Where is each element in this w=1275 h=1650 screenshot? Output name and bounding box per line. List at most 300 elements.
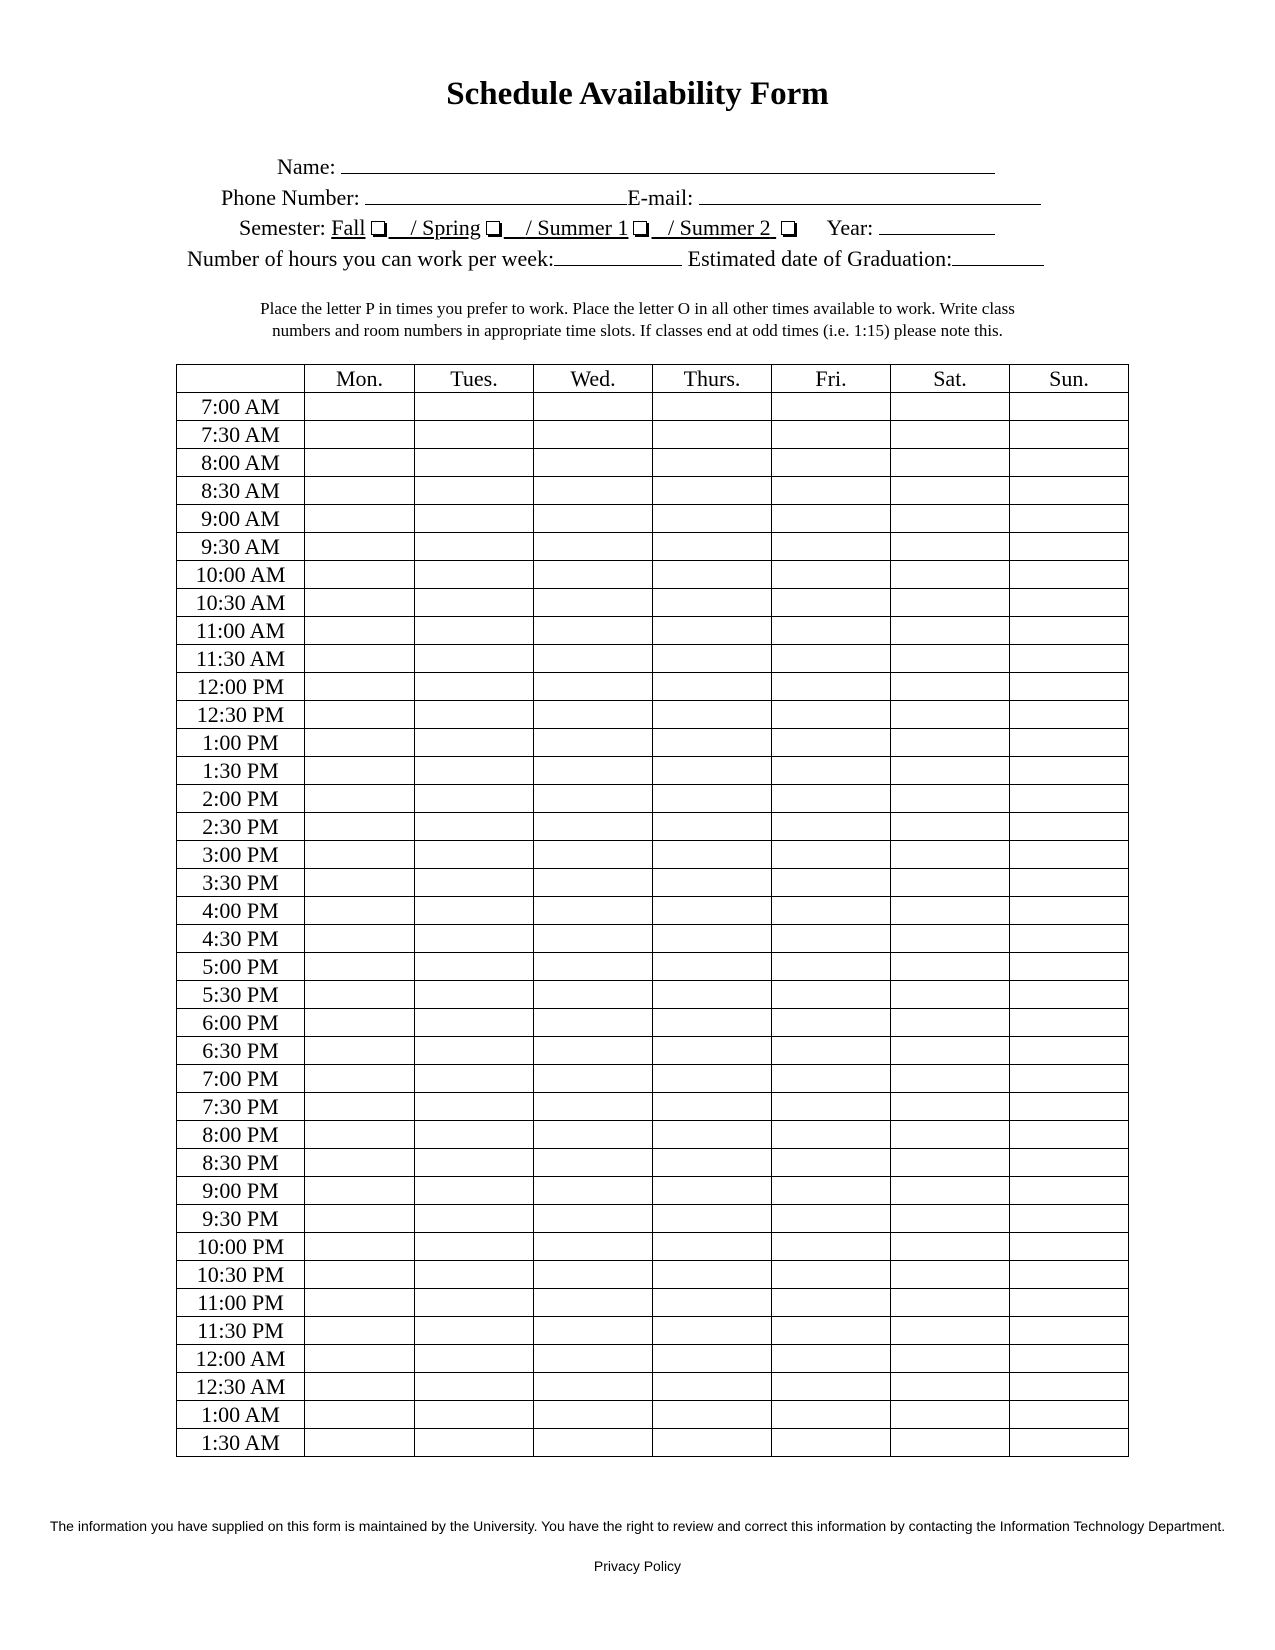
availability-cell-sat[interactable]	[891, 421, 1010, 449]
availability-cell-sun[interactable]	[1010, 953, 1129, 981]
availability-cell-sat[interactable]	[891, 1233, 1010, 1261]
availability-cell-thurs[interactable]	[653, 1093, 772, 1121]
availability-cell-wed[interactable]	[534, 813, 653, 841]
availability-cell-thurs[interactable]	[653, 841, 772, 869]
availability-cell-fri[interactable]	[772, 1429, 891, 1457]
availability-cell-sun[interactable]	[1010, 1261, 1129, 1289]
availability-cell-tues[interactable]	[415, 1401, 534, 1429]
availability-cell-tues[interactable]	[415, 981, 534, 1009]
availability-cell-wed[interactable]	[534, 925, 653, 953]
availability-cell-mon[interactable]	[305, 421, 415, 449]
availability-cell-sun[interactable]	[1010, 561, 1129, 589]
availability-cell-fri[interactable]	[772, 1401, 891, 1429]
availability-cell-wed[interactable]	[534, 421, 653, 449]
availability-cell-fri[interactable]	[772, 1037, 891, 1065]
availability-cell-tues[interactable]	[415, 1345, 534, 1373]
availability-cell-sun[interactable]	[1010, 729, 1129, 757]
availability-cell-wed[interactable]	[534, 785, 653, 813]
availability-cell-sun[interactable]	[1010, 449, 1129, 477]
availability-cell-tues[interactable]	[415, 785, 534, 813]
availability-cell-sun[interactable]	[1010, 645, 1129, 673]
availability-cell-sat[interactable]	[891, 1289, 1010, 1317]
availability-cell-sun[interactable]	[1010, 1345, 1129, 1373]
availability-cell-wed[interactable]	[534, 617, 653, 645]
availability-cell-sat[interactable]	[891, 1009, 1010, 1037]
availability-cell-sat[interactable]	[891, 645, 1010, 673]
availability-cell-fri[interactable]	[772, 1261, 891, 1289]
availability-cell-mon[interactable]	[305, 673, 415, 701]
availability-cell-sun[interactable]	[1010, 1149, 1129, 1177]
availability-cell-sun[interactable]	[1010, 981, 1129, 1009]
availability-cell-wed[interactable]	[534, 701, 653, 729]
availability-cell-mon[interactable]	[305, 813, 415, 841]
availability-cell-sat[interactable]	[891, 869, 1010, 897]
availability-cell-sat[interactable]	[891, 1149, 1010, 1177]
availability-cell-wed[interactable]	[534, 1373, 653, 1401]
availability-cell-wed[interactable]	[534, 505, 653, 533]
availability-cell-fri[interactable]	[772, 393, 891, 421]
availability-cell-thurs[interactable]	[653, 449, 772, 477]
availability-cell-sat[interactable]	[891, 1037, 1010, 1065]
availability-cell-fri[interactable]	[772, 561, 891, 589]
availability-cell-sat[interactable]	[891, 1317, 1010, 1345]
availability-cell-mon[interactable]	[305, 1261, 415, 1289]
availability-cell-wed[interactable]	[534, 1233, 653, 1261]
availability-cell-fri[interactable]	[772, 645, 891, 673]
availability-cell-mon[interactable]	[305, 505, 415, 533]
availability-cell-thurs[interactable]	[653, 925, 772, 953]
availability-cell-sat[interactable]	[891, 1121, 1010, 1149]
availability-cell-thurs[interactable]	[653, 673, 772, 701]
availability-cell-tues[interactable]	[415, 953, 534, 981]
availability-cell-fri[interactable]	[772, 1205, 891, 1233]
availability-cell-mon[interactable]	[305, 1233, 415, 1261]
availability-cell-sun[interactable]	[1010, 701, 1129, 729]
availability-cell-thurs[interactable]	[653, 1037, 772, 1065]
availability-cell-thurs[interactable]	[653, 617, 772, 645]
availability-cell-sat[interactable]	[891, 701, 1010, 729]
availability-cell-mon[interactable]	[305, 729, 415, 757]
availability-cell-tues[interactable]	[415, 1205, 534, 1233]
availability-cell-mon[interactable]	[305, 1093, 415, 1121]
availability-cell-mon[interactable]	[305, 1149, 415, 1177]
availability-cell-fri[interactable]	[772, 477, 891, 505]
availability-cell-sun[interactable]	[1010, 505, 1129, 533]
availability-cell-fri[interactable]	[772, 841, 891, 869]
availability-cell-thurs[interactable]	[653, 953, 772, 981]
availability-cell-thurs[interactable]	[653, 477, 772, 505]
year-field[interactable]	[879, 214, 995, 235]
availability-cell-tues[interactable]	[415, 1233, 534, 1261]
availability-cell-wed[interactable]	[534, 1205, 653, 1233]
availability-cell-mon[interactable]	[305, 981, 415, 1009]
availability-cell-sun[interactable]	[1010, 589, 1129, 617]
availability-cell-sun[interactable]	[1010, 813, 1129, 841]
availability-cell-thurs[interactable]	[653, 1009, 772, 1037]
availability-cell-mon[interactable]	[305, 393, 415, 421]
availability-cell-sat[interactable]	[891, 1205, 1010, 1233]
availability-cell-fri[interactable]	[772, 981, 891, 1009]
availability-cell-wed[interactable]	[534, 1037, 653, 1065]
table-row	[177, 841, 1129, 869]
availability-cell-fri[interactable]	[772, 1121, 891, 1149]
availability-cell-wed[interactable]	[534, 897, 653, 925]
availability-cell-fri[interactable]	[772, 1317, 891, 1345]
availability-cell-mon[interactable]	[305, 841, 415, 869]
availability-cell-tues[interactable]	[415, 393, 534, 421]
availability-cell-thurs[interactable]	[653, 757, 772, 785]
availability-cell-fri[interactable]	[772, 813, 891, 841]
availability-cell-fri[interactable]	[772, 953, 891, 981]
availability-cell-wed[interactable]	[534, 1289, 653, 1317]
availability-cell-fri[interactable]	[772, 1233, 891, 1261]
availability-cell-sun[interactable]	[1010, 869, 1129, 897]
availability-cell-fri[interactable]	[772, 617, 891, 645]
availability-cell-wed[interactable]	[534, 1121, 653, 1149]
availability-cell-tues[interactable]	[415, 701, 534, 729]
time-slot-label: 5:30 PM	[177, 981, 305, 1009]
availability-cell-tues[interactable]	[415, 1429, 534, 1457]
summer1-checkbox[interactable]	[633, 221, 647, 235]
availability-cell-mon[interactable]	[305, 785, 415, 813]
availability-cell-tues[interactable]	[415, 617, 534, 645]
availability-cell-tues[interactable]	[415, 645, 534, 673]
availability-cell-sat[interactable]	[891, 1177, 1010, 1205]
availability-cell-mon[interactable]	[305, 953, 415, 981]
privacy-policy-link[interactable]: Privacy Policy	[593, 1558, 682, 1574]
availability-cell-sat[interactable]	[891, 757, 1010, 785]
fall-checkbox[interactable]	[371, 221, 385, 235]
availability-cell-tues[interactable]	[415, 477, 534, 505]
availability-cell-mon[interactable]	[305, 1429, 415, 1457]
availability-cell-tues[interactable]	[415, 589, 534, 617]
time-slot-label: 1:30 PM	[177, 757, 305, 785]
availability-cell-sun[interactable]	[1010, 1009, 1129, 1037]
availability-cell-tues[interactable]	[415, 869, 534, 897]
availability-cell-mon[interactable]	[305, 1177, 415, 1205]
availability-cell-wed[interactable]	[534, 645, 653, 673]
availability-cell-sat[interactable]	[891, 1401, 1010, 1429]
availability-cell-thurs[interactable]	[653, 1205, 772, 1233]
availability-cell-wed[interactable]	[534, 1009, 653, 1037]
availability-cell-fri[interactable]	[772, 785, 891, 813]
availability-cell-fri[interactable]	[772, 533, 891, 561]
availability-cell-thurs[interactable]	[653, 533, 772, 561]
availability-cell-wed[interactable]	[534, 533, 653, 561]
availability-cell-sun[interactable]	[1010, 757, 1129, 785]
availability-cell-tues[interactable]	[415, 505, 534, 533]
availability-cell-sat[interactable]	[891, 953, 1010, 981]
availability-cell-wed[interactable]	[534, 1149, 653, 1177]
availability-cell-wed[interactable]	[534, 981, 653, 1009]
availability-cell-tues[interactable]	[415, 813, 534, 841]
availability-cell-thurs[interactable]	[653, 701, 772, 729]
availability-cell-fri[interactable]	[772, 701, 891, 729]
availability-cell-thurs[interactable]	[653, 589, 772, 617]
availability-cell-thurs[interactable]	[653, 505, 772, 533]
availability-cell-sun[interactable]	[1010, 533, 1129, 561]
availability-cell-wed[interactable]	[534, 561, 653, 589]
availability-cell-sun[interactable]	[1010, 617, 1129, 645]
table-row	[177, 785, 1129, 813]
availability-cell-fri[interactable]	[772, 1345, 891, 1373]
table-row	[177, 729, 1129, 757]
availability-cell-sat[interactable]	[891, 1261, 1010, 1289]
availability-cell-sat[interactable]	[891, 1373, 1010, 1401]
availability-cell-fri[interactable]	[772, 589, 891, 617]
availability-cell-thurs[interactable]	[653, 785, 772, 813]
table-row	[177, 1093, 1129, 1121]
availability-cell-mon[interactable]	[305, 869, 415, 897]
availability-cell-mon[interactable]	[305, 533, 415, 561]
availability-cell-mon[interactable]	[305, 645, 415, 673]
availability-cell-mon[interactable]	[305, 449, 415, 477]
availability-cell-mon[interactable]	[305, 1345, 415, 1373]
availability-cell-mon[interactable]	[305, 477, 415, 505]
availability-cell-tues[interactable]	[415, 561, 534, 589]
availability-cell-thurs[interactable]	[653, 1373, 772, 1401]
spring-checkbox[interactable]	[486, 221, 500, 235]
availability-cell-sat[interactable]	[891, 841, 1010, 869]
availability-cell-sun[interactable]	[1010, 421, 1129, 449]
availability-cell-thurs[interactable]	[653, 1401, 772, 1429]
availability-cell-sat[interactable]	[891, 729, 1010, 757]
availability-cell-sun[interactable]	[1010, 1429, 1129, 1457]
availability-cell-wed[interactable]	[534, 449, 653, 477]
availability-cell-thurs[interactable]	[653, 561, 772, 589]
availability-cell-sun[interactable]	[1010, 393, 1129, 421]
availability-cell-wed[interactable]	[534, 589, 653, 617]
availability-cell-mon[interactable]	[305, 701, 415, 729]
availability-cell-fri[interactable]	[772, 869, 891, 897]
table-row	[177, 1401, 1129, 1429]
availability-cell-sat[interactable]	[891, 617, 1010, 645]
day-header-mon: Mon.	[305, 365, 415, 393]
availability-cell-sat[interactable]	[891, 1065, 1010, 1093]
availability-cell-sun[interactable]	[1010, 1401, 1129, 1429]
availability-cell-mon[interactable]	[305, 1037, 415, 1065]
availability-cell-mon[interactable]	[305, 1401, 415, 1429]
availability-cell-sat[interactable]	[891, 1093, 1010, 1121]
availability-cell-thurs[interactable]	[653, 393, 772, 421]
availability-cell-fri[interactable]	[772, 1009, 891, 1037]
availability-cell-tues[interactable]	[415, 421, 534, 449]
availability-cell-thurs[interactable]	[653, 1121, 772, 1149]
availability-cell-tues[interactable]	[415, 729, 534, 757]
availability-cell-thurs[interactable]	[653, 897, 772, 925]
availability-cell-mon[interactable]	[305, 1373, 415, 1401]
availability-cell-thurs[interactable]	[653, 1261, 772, 1289]
availability-cell-sun[interactable]	[1010, 1233, 1129, 1261]
availability-cell-fri[interactable]	[772, 1177, 891, 1205]
availability-cell-sun[interactable]	[1010, 1317, 1129, 1345]
day-header-tues: Tues.	[415, 365, 534, 393]
availability-cell-fri[interactable]	[772, 1149, 891, 1177]
availability-cell-thurs[interactable]	[653, 645, 772, 673]
availability-cell-sat[interactable]	[891, 589, 1010, 617]
name-row	[277, 153, 995, 180]
phone-field[interactable]	[365, 184, 627, 205]
table-row	[177, 533, 1129, 561]
table-row	[177, 1205, 1129, 1233]
availability-cell-tues[interactable]	[415, 925, 534, 953]
availability-cell-tues[interactable]	[415, 1261, 534, 1289]
availability-cell-wed[interactable]	[534, 393, 653, 421]
availability-cell-mon[interactable]	[305, 617, 415, 645]
availability-cell-mon[interactable]	[305, 1317, 415, 1345]
availability-cell-thurs[interactable]	[653, 1289, 772, 1317]
hours-field[interactable]	[554, 245, 682, 266]
availability-cell-sun[interactable]	[1010, 1121, 1129, 1149]
availability-cell-sun[interactable]	[1010, 841, 1129, 869]
availability-cell-tues[interactable]	[415, 1149, 534, 1177]
availability-cell-tues[interactable]	[415, 757, 534, 785]
availability-cell-wed[interactable]	[534, 841, 653, 869]
availability-cell-mon[interactable]	[305, 925, 415, 953]
availability-cell-fri[interactable]	[772, 897, 891, 925]
email-field[interactable]	[699, 184, 1041, 205]
availability-cell-wed[interactable]	[534, 1065, 653, 1093]
availability-cell-sun[interactable]	[1010, 897, 1129, 925]
availability-cell-fri[interactable]	[772, 925, 891, 953]
name-field[interactable]	[341, 153, 995, 174]
availability-cell-wed[interactable]	[534, 673, 653, 701]
availability-cell-thurs[interactable]	[653, 1233, 772, 1261]
availability-cell-mon[interactable]	[305, 897, 415, 925]
availability-cell-sat[interactable]	[891, 505, 1010, 533]
availability-cell-tues[interactable]	[415, 1289, 534, 1317]
time-slot-label: 4:00 PM	[177, 897, 305, 925]
availability-cell-wed[interactable]	[534, 953, 653, 981]
availability-cell-tues[interactable]	[415, 1009, 534, 1037]
availability-cell-sat[interactable]	[891, 785, 1010, 813]
availability-cell-thurs[interactable]	[653, 869, 772, 897]
availability-cell-tues[interactable]	[415, 1037, 534, 1065]
availability-cell-tues[interactable]	[415, 897, 534, 925]
availability-cell-tues[interactable]	[415, 1177, 534, 1205]
availability-cell-wed[interactable]	[534, 1093, 653, 1121]
availability-cell-fri[interactable]	[772, 729, 891, 757]
availability-cell-sun[interactable]	[1010, 1205, 1129, 1233]
availability-cell-mon[interactable]	[305, 561, 415, 589]
availability-cell-tues[interactable]	[415, 1373, 534, 1401]
availability-cell-sat[interactable]	[891, 925, 1010, 953]
availability-cell-thurs[interactable]	[653, 1149, 772, 1177]
availability-cell-sat[interactable]	[891, 1345, 1010, 1373]
availability-cell-fri[interactable]	[772, 1373, 891, 1401]
availability-cell-sun[interactable]	[1010, 1037, 1129, 1065]
availability-cell-fri[interactable]	[772, 757, 891, 785]
availability-cell-sat[interactable]	[891, 393, 1010, 421]
availability-cell-thurs[interactable]	[653, 813, 772, 841]
availability-cell-thurs[interactable]	[653, 1177, 772, 1205]
availability-cell-sun[interactable]	[1010, 477, 1129, 505]
availability-cell-sat[interactable]	[891, 897, 1010, 925]
availability-cell-thurs[interactable]	[653, 1345, 772, 1373]
availability-cell-sat[interactable]	[891, 477, 1010, 505]
availability-cell-mon[interactable]	[305, 589, 415, 617]
year-label: Year:	[826, 215, 874, 240]
availability-cell-fri[interactable]	[772, 505, 891, 533]
availability-cell-sat[interactable]	[891, 981, 1010, 1009]
availability-cell-tues[interactable]	[415, 841, 534, 869]
availability-cell-mon[interactable]	[305, 1121, 415, 1149]
availability-cell-wed[interactable]	[534, 1345, 653, 1373]
availability-cell-sun[interactable]	[1010, 925, 1129, 953]
time-slot-label: 6:00 PM	[177, 1009, 305, 1037]
graduation-field[interactable]	[952, 245, 1044, 266]
availability-cell-tues[interactable]	[415, 1065, 534, 1093]
availability-cell-fri[interactable]	[772, 1093, 891, 1121]
availability-cell-tues[interactable]	[415, 533, 534, 561]
availability-cell-mon[interactable]	[305, 1289, 415, 1317]
time-slot-label: 8:30 AM	[177, 477, 305, 505]
availability-cell-sun[interactable]	[1010, 1093, 1129, 1121]
time-slot-label: 9:30 AM	[177, 533, 305, 561]
availability-cell-thurs[interactable]	[653, 1065, 772, 1093]
availability-cell-tues[interactable]	[415, 1317, 534, 1345]
availability-cell-thurs[interactable]	[653, 729, 772, 757]
time-slot-label: 11:30 PM	[177, 1317, 305, 1345]
availability-cell-fri[interactable]	[772, 421, 891, 449]
availability-cell-fri[interactable]	[772, 449, 891, 477]
availability-cell-wed[interactable]	[534, 869, 653, 897]
availability-cell-tues[interactable]	[415, 1121, 534, 1149]
availability-cell-wed[interactable]	[534, 757, 653, 785]
availability-cell-wed[interactable]	[534, 1401, 653, 1429]
availability-cell-sun[interactable]	[1010, 1177, 1129, 1205]
availability-cell-sun[interactable]	[1010, 1289, 1129, 1317]
availability-cell-fri[interactable]	[772, 1289, 891, 1317]
availability-cell-sat[interactable]	[891, 561, 1010, 589]
availability-cell-mon[interactable]	[305, 1205, 415, 1233]
availability-cell-fri[interactable]	[772, 673, 891, 701]
availability-cell-tues[interactable]	[415, 449, 534, 477]
availability-cell-wed[interactable]	[534, 1317, 653, 1345]
availability-cell-sun[interactable]	[1010, 673, 1129, 701]
table-row	[177, 981, 1129, 1009]
availability-cell-wed[interactable]	[534, 477, 653, 505]
time-slot-label: 6:30 PM	[177, 1037, 305, 1065]
availability-cell-wed[interactable]	[534, 1177, 653, 1205]
availability-cell-sat[interactable]	[891, 673, 1010, 701]
summer2-checkbox[interactable]	[781, 221, 795, 235]
table-row	[177, 757, 1129, 785]
availability-cell-thurs[interactable]	[653, 1317, 772, 1345]
availability-cell-fri[interactable]	[772, 1065, 891, 1093]
availability-cell-mon[interactable]	[305, 757, 415, 785]
availability-cell-mon[interactable]	[305, 1009, 415, 1037]
time-slot-label: 11:00 PM	[177, 1289, 305, 1317]
availability-cell-thurs[interactable]	[653, 1429, 772, 1457]
time-slot-label: 9:30 PM	[177, 1205, 305, 1233]
availability-cell-thurs[interactable]	[653, 421, 772, 449]
availability-cell-sat[interactable]	[891, 1429, 1010, 1457]
availability-cell-sat[interactable]	[891, 533, 1010, 561]
availability-cell-wed[interactable]	[534, 1429, 653, 1457]
availability-cell-tues[interactable]	[415, 1093, 534, 1121]
availability-cell-sat[interactable]	[891, 813, 1010, 841]
availability-cell-sat[interactable]	[891, 449, 1010, 477]
availability-cell-sun[interactable]	[1010, 785, 1129, 813]
availability-cell-wed[interactable]	[534, 1261, 653, 1289]
availability-cell-sun[interactable]	[1010, 1065, 1129, 1093]
availability-cell-thurs[interactable]	[653, 981, 772, 1009]
availability-cell-tues[interactable]	[415, 673, 534, 701]
availability-cell-wed[interactable]	[534, 729, 653, 757]
availability-cell-mon[interactable]	[305, 1065, 415, 1093]
availability-cell-sun[interactable]	[1010, 1373, 1129, 1401]
